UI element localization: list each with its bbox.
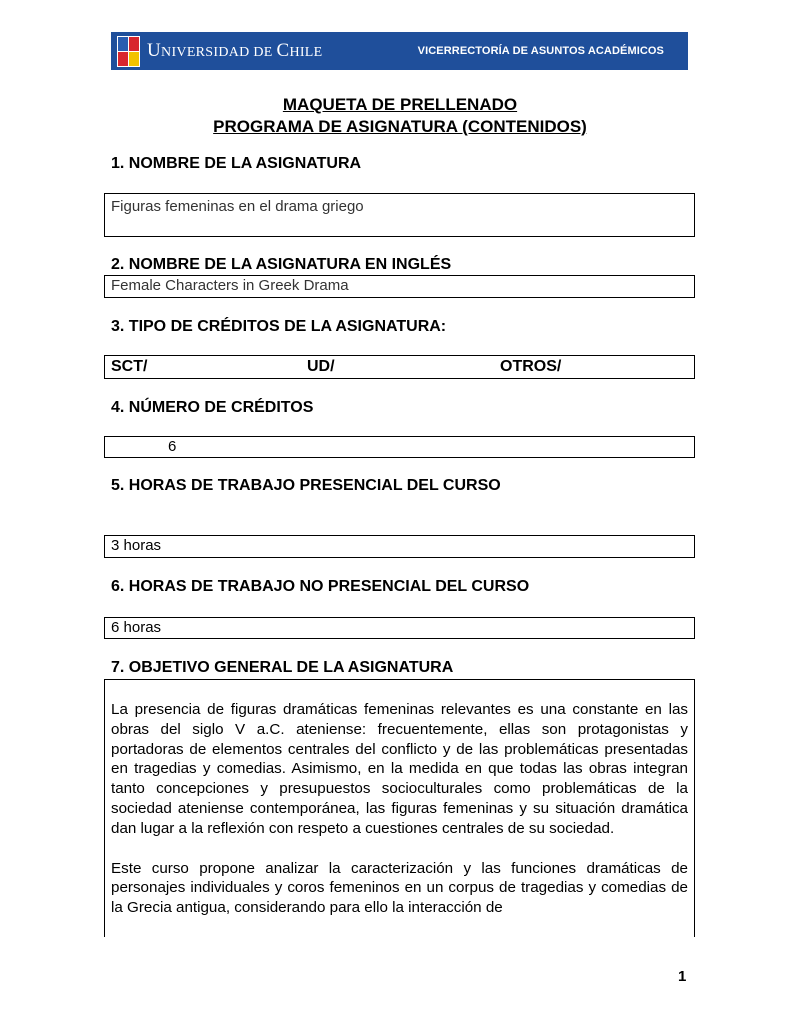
course-name-english-value: Female Characters in Greek Drama — [111, 277, 349, 294]
section-5-box — [104, 535, 695, 558]
otros-label: OTROS/ — [500, 358, 562, 375]
university-name: UNIVERSIDAD DE CHILE — [147, 40, 323, 61]
section-7-heading: 7. OBJETIVO GENERAL DE LA ASIGNATURA — [111, 659, 454, 676]
vicerrectoria-label: VICERRECTORÍA DE ASUNTOS ACADÉMICOS — [417, 45, 664, 57]
university-crest-icon — [117, 36, 139, 66]
section-1-box — [104, 193, 695, 237]
course-name-value: Figuras femeninas en el drama griego — [111, 198, 364, 215]
section-6-box — [104, 617, 695, 639]
credits-value: 6 — [168, 438, 177, 455]
ud-label: UD/ — [307, 358, 335, 375]
section-4-box — [104, 436, 695, 458]
document-title-line-2: PROGRAMA DE ASIGNATURA (CONTENIDOS) — [213, 117, 587, 136]
document-title-line-1: MAQUETA DE PRELLENADO — [282, 95, 518, 114]
section-1-heading: 1. NOMBRE DE LA ASIGNATURA — [111, 155, 362, 172]
presential-hours-value: 3 horas — [111, 537, 162, 554]
section-3-heading: 3. TIPO DE CRÉDITOS DE LA ASIGNATURA: — [111, 318, 447, 335]
section-2-box — [104, 275, 695, 298]
section-4-heading: 4. NÚMERO DE CRÉDITOS — [111, 399, 314, 416]
objective-paragraph-1: La presencia de figuras dramáticas femeninas relevantes es una constante en las obras del siglo V a.C. ateniense: frecuentemente, ellas son protagonistas y portadoras de elementos centrales del conflicto y de las problemáticas presentadas en tragedias y comedias. Asimismo, en la medida en que todas las obras integran tanto concepciones y presupuestos socioculturales como problemáticas de la sociedad ateniense contemporánea, las figuras femeninas y su situación dramática dan lugar a la reflexión con respeto a cuestiones centrales de su sociedad. — [111, 701, 688, 837]
sct-label: SCT/ — [111, 358, 148, 375]
section-5-heading: 5. HORAS DE TRABAJO PRESENCIAL DEL CURSO — [111, 477, 501, 494]
section-3-box — [104, 355, 695, 379]
section-7-box — [104, 679, 695, 937]
page-number: 1 — [678, 968, 687, 985]
section-6-heading: 6. HORAS DE TRABAJO NO PRESENCIAL DEL CURSO — [111, 578, 530, 595]
objective-paragraph-2: Este curso propone analizar la caracterización y las funciones dramáticas de personajes individuales y coros femeninos en un corpus de tragedias y comedias de la Grecia antigua, considerando para ello la interacción de — [111, 859, 688, 917]
non-presential-hours-value: 6 horas — [111, 619, 162, 636]
header-banner — [111, 32, 688, 70]
section-2-heading: 2. NOMBRE DE LA ASIGNATURA EN INGLÉS — [111, 256, 452, 273]
